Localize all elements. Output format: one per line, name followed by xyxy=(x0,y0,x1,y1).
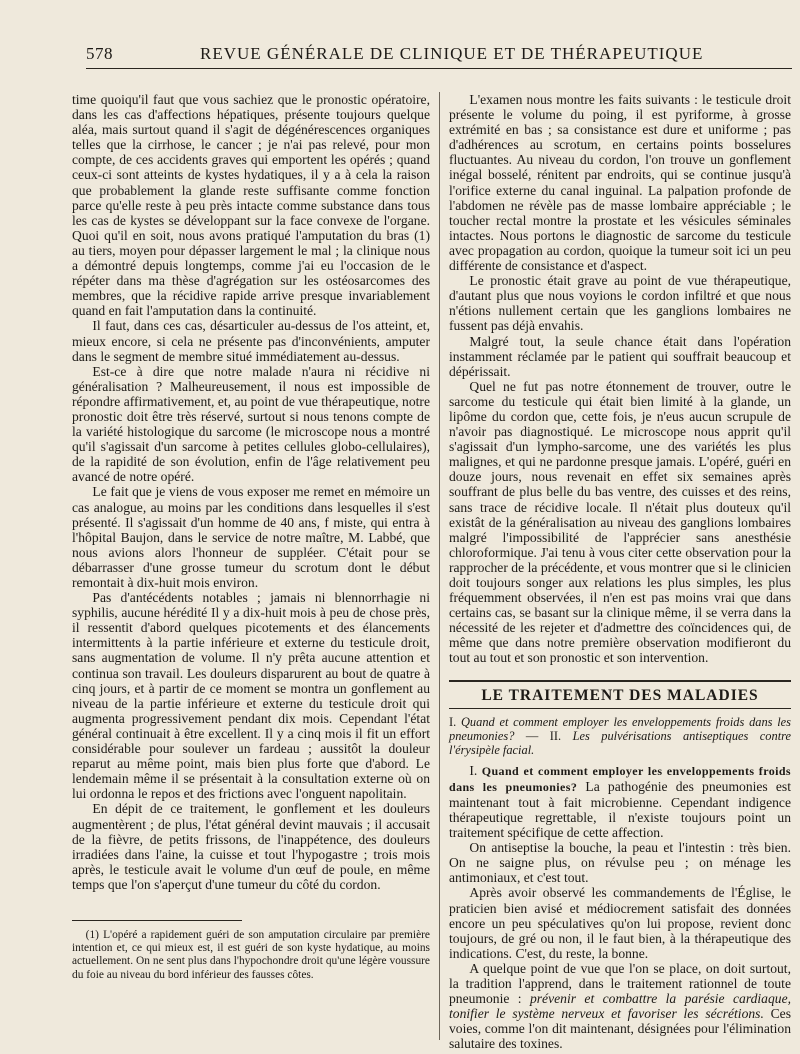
page-header xyxy=(0,40,800,70)
paragraph: Pas d'antécédents notables ; jamais ni blennorrhagie ni syphilis, aucune hérédité Il y a dix-huit mois à peu de chose près, il ressentit d'abord quelques picotements et des élancements intermittents à la partie inférieure et externe du testicule droit, sans augmentation de volume. Il n'y prêta aucune attention et continua son travail. Les douleurs disparurent au bout de quatre à cinq jours, et à partir de ce moment se montra un gonflement au niveau de la partie inférieure et externe du testicule droit qui augmenta progressivement pendant dix mois. Cependant l'état général continuait à être excellent. Il y a cinq mois il fit un effort considérable pour soulever un fardeau ; aussitôt la douleur reparut au même point, mais bien plus forte que d'abord. Le lendemain même il se présentait à la consultation externe où on lui ordonna le repos et des frictions avec l'onguent napolitain. xyxy=(72,590,430,802)
paragraph: On antiseptise la bouche, la peau et l'intestin : très bien. On ne saigne plus, on révulse peu ; on ménage les antimoniaux, et c'est tout. xyxy=(449,840,791,886)
paragraph: Quel ne fut pas notre étonnement de trouver, outre le sarcome du testicule qui était bien limité à la glande, un lipôme du cordon que, cette fois, je n'eus aucun scrupule de n'avoir pas diagnostiqué. Le microscope nous apprit qu'il s'agissait d'un lympho-sarcome, une des variétés les plus malignes, et qui ne pardonne presque jamais. L'opéré, guéri en douze jours, nous revenait en effet six semaines après souffrant de plus belle du bas ventre, des cuisses et des reins, sans trace de récidive locale. Il n'était plus douteux qu'il existât de la généralisation au niveau des ganglions lombaires malgré l'impossibilité de l'apprécier sans anesthésie chloroformique. J'ai tenu à vous citer cette observation pour la rapprocher de la précédente, et vous montrer que si le clinicien doit toujours songer aux relations les plus simples, les plus fréquemment observées, il n'en est pas moins vrai que dans certains cas, se basant sur la clinique même, il se verra dans la nécessité de les rejeter et d'admettre des coïncidences qui, de même que dans notre première observation modifieront du tout au tout et son pronostic et son intervention. xyxy=(449,378,791,666)
paragraph: L'examen nous montre les faits suivants : le testicule droit présente le volume du poing, il est pyriforme, à grosse extrémité en bas ; sa consistance est dure et uniforme ; pas d'adhérences au scrotum, en certains points bosselures fluctuantes. Au niveau du cordon, l'on trouve un gonflement inégal bosselé, rénitent par endroits, qui se continue jusqu'à l'orifice externe du canal inguinal. La palpation profonde de l'abdomen ne révèle pas de masse lombaire appréciable ; le toucher rectal montre la prostate et les vésicules séminales intactes. Nous portons le diagnostic de sarcome du testicule avec propagation au cordon, quoique la tumeur soit ici un peu différente de consistance et d'aspect. xyxy=(449,92,791,274)
subsection-title: Quand et comment employer les enveloppements froids dans les pneumonies? xyxy=(449,763,791,794)
paragraph: En dépit de ce traitement, le gonflement et les douleurs augmentèrent ; de plus, l'état général devint mauvais ; il accusait de la fièvre, de petits frissons, de l'inappétence, des douleurs irradiées dans l'aine, la cuisse et tout l'hypogastre ; trois mois après, le testicule avait le volume d'un œuf de poule, en même temps que l'on s'aperçut d'une tumeur du côté du cordon. xyxy=(72,801,430,892)
summary-item-ii: Les pulvérisations antiseptiques contre l'érysipèle facial. xyxy=(449,728,791,757)
footnote-rule xyxy=(72,920,242,921)
running-title: REVUE GÉNÉRALE DE CLINIQUE ET DE THÉRAPEUTIQUE xyxy=(200,44,704,63)
paragraph: Après avoir observé les commandements de l'Église, le praticien bien avisé et médiocrement satisfait des données encore un peu spéculatives qu'on lui propose, revient donc toujours, de gré ou non, il le faut bien, à la thérapeutique des indications. C'est, du reste, la bonne. xyxy=(449,885,791,961)
subsection-paragraph xyxy=(449,763,791,840)
page-number: 578 xyxy=(86,44,113,63)
paragraph: Le fait que je viens de vous exposer me remet en mémoire un cas analogue, au moins par les conditions dans lesquelles il s'est présenté. Il s'agissait d'un homme de 40 ans, f miste, qui entra à l'hôpital Baujon, dans le service de notre maître, M. Labbé, que nous avions alors l'honneur de suppléer. C'était pour se débarrasser d'une grosse tumeur du scrotum dont le début remontait à dix-huit mois environ. xyxy=(72,484,430,590)
section-heading: LE TRAITEMENT DES MALADIES xyxy=(449,680,791,709)
footnote: (1) L'opéré a rapidement guéri de son amputation circulaire par première intention et, ce qui mieux est, il est guéri de son kyste hydatique, au moins actuellement. On ne sent plus dans l'hypochondre droit qu'une légère voussure du foie au niveau du bord inférieur des fausses côtes. xyxy=(72,928,430,981)
summary-numeral-ii: — II. xyxy=(525,728,562,743)
paragraph xyxy=(449,961,791,1052)
right-column xyxy=(449,92,791,1051)
paragraph: time quoiqu'il faut que vous sachiez que le pronostic opératoire, dans les cas d'affections hépatiques, présente toujours quelque aléa, mais surtout quand il s'agit de dégénérescences organiques telles que la cirrhose, le cancer ; je n'ai pas relevé, pour mon compte, de ces accidents graves qui emportent les opérés ; quand ceux-ci sont atteints de kystes hydatiques, il y a à cela la raison que probablement la glande reste suffisante comme fonction parce qu'elle reste à peu près intacte comme substance dans tous les cas de kystes se développant sur la face convexe de l'organe. Quoi qu'il en soit, nous avons pratiqué l'amputation du bras (1) au tiers, moyen pour dépasser largement le mal ; la clinique nous a démontré depuis longtemps, comme j'ai eu l'occasion de le répéter dans ma thèse d'agrégation sur les ostéosarcomes des membres, que la récidive rapide arrive presque invariablement quand en fait l'amputation dans la continuité. xyxy=(72,92,430,319)
paragraph-start: A quelque point de vue que l'on se place, on doit surtout, la tradition l'apprend, dans le traitement rationnel de toute pneumonie : xyxy=(449,960,791,1007)
paragraph: Le pronostic était grave au point de vue thérapeutique, d'autant plus que nous voyions le cordon infiltré et que nous n'étions nullement certain que les ganglions lombaires ne fussent pas déjà envahis. xyxy=(449,273,791,334)
column-divider xyxy=(439,92,440,1040)
paragraph-end: Ces voies, comme l'on dit maintenant, désignées pour l'élimination salutaire des toxines. xyxy=(449,1006,791,1052)
paragraph-italic: prévenir et combattre la parésie cardiaque, tonifier le système nerveux et favoriser les sécrétions. xyxy=(449,991,791,1022)
left-column xyxy=(72,92,430,982)
paragraph: Il faut, dans ces cas, désarticuler au-dessus de l'os atteint, et, mieux encore, si cela ne présente pas d'inconvénients, amputer dans le segment de membre situé immédiatement au-dessus. xyxy=(72,318,430,364)
header-rule xyxy=(86,68,792,69)
summary-item-i: Quand et comment employer les enveloppements froids dans les pneumonies? xyxy=(449,714,791,743)
subsection-numeral: I. xyxy=(469,762,478,778)
section-summary xyxy=(449,715,791,757)
subsection-text: La pathogénie des pneumonies est maintenant tout à fait microbienne. Cependant indigence thérapeutique regrettable, il n'existe toujours point un traitement spécifique de cette affection. xyxy=(449,778,791,841)
paragraph: Malgré tout, la seule chance était dans l'opération instamment réclamée par le patient qui souffrait beaucoup et dépérissait. xyxy=(449,333,791,379)
paragraph: Est-ce à dire que notre malade n'aura ni récidive ni généralisation ? Malheureusement, il nous est impossible de répondre affirmativement, et, au point de vue thérapeutique, notre pronostic doit être très réservé, surtout si nous tenons compte de la variété histologique du sarcome (le microscope nous a montré qu'il s'agissait d'un sarcome à petites cellules globo-cellulaires), de la rapidité de son évolution, enfin de l'âge relativement peu avancé de notre opéré. xyxy=(72,363,430,485)
summary-numeral-i: I. xyxy=(449,714,457,729)
